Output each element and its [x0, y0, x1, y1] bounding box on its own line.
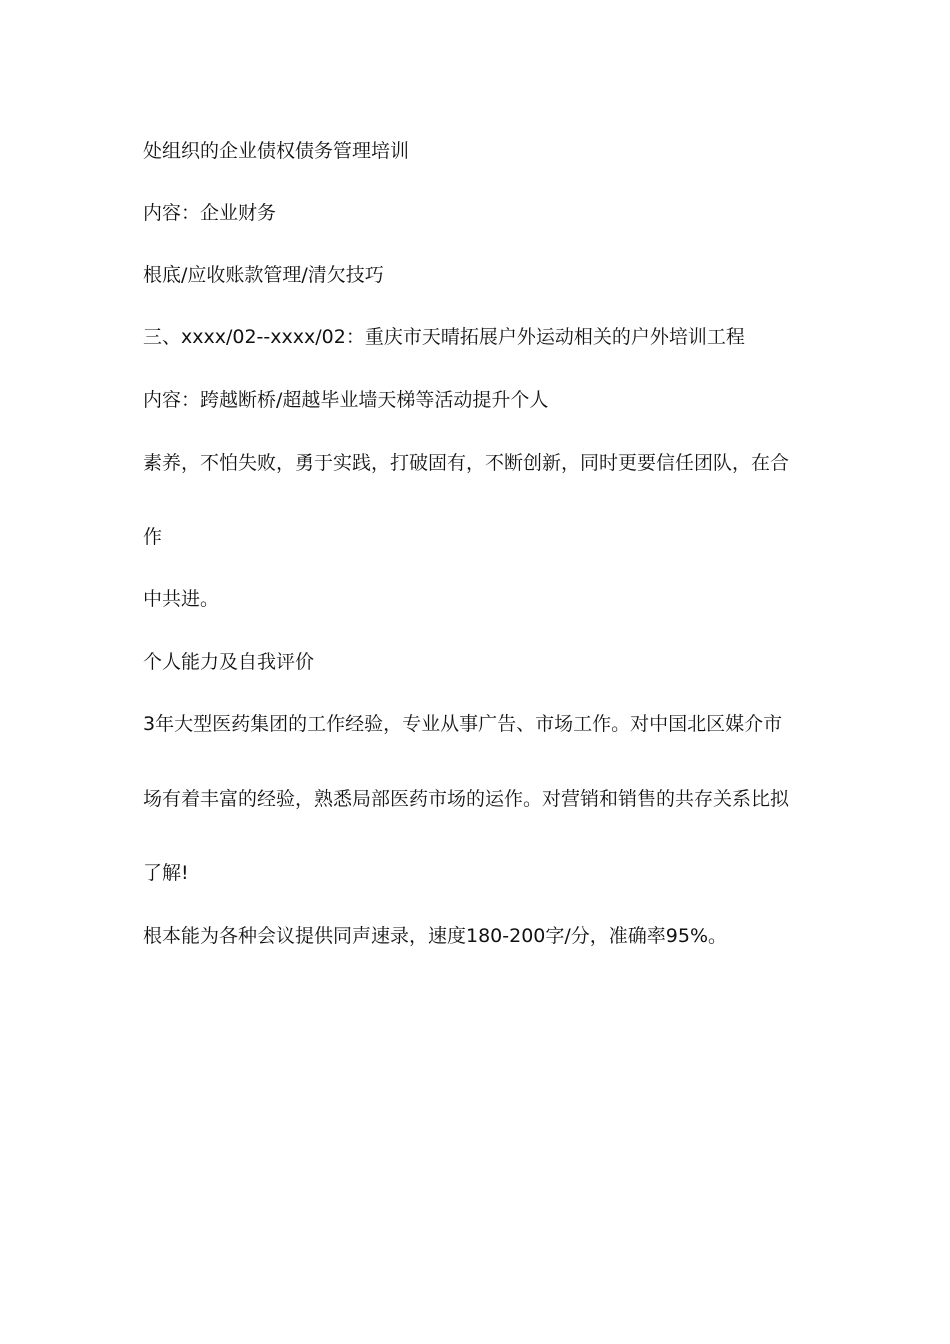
text-line-understanding: 了解! [143, 862, 189, 884]
text-line-receivables: 根底/应收账款管理/清欠技巧 [143, 264, 384, 286]
text-line-market-experience: 场有着丰富的经验，熟悉局部医药市场的运作。对营销和销售的共存关系比拟 [143, 788, 790, 810]
text-line-experience: 3年大型医药集团的工作经验，专业从事广告、市场工作。对中国北区媒介市 [143, 713, 783, 735]
text-line-content-finance: 内容：企业财务 [143, 202, 277, 224]
text-line-outdoor-training: 三、xxxx/02--xxxx/02：重庆市天晴拓展户外运动相关的户外培训工程 [143, 326, 745, 348]
text-line-qualities: 素养，不怕失败，勇于实践，打破固有，不断创新，同时更要信任团队，在合 [143, 452, 790, 474]
text-line-content-activities: 内容：跨越断桥/超越毕业墙天梯等活动提升个人 [143, 389, 549, 411]
text-line-cooperation: 作 [143, 526, 163, 548]
text-line-progress: 中共进。 [143, 588, 220, 610]
text-line-stenography: 根本能为各种会议提供同声速录，速度180-200字/分，准确率95%。 [143, 925, 728, 947]
section-heading-self-evaluation: 个人能力及自我评价 [143, 651, 315, 673]
text-line-training-org: 处组织的企业债权债务管理培训 [143, 140, 410, 162]
